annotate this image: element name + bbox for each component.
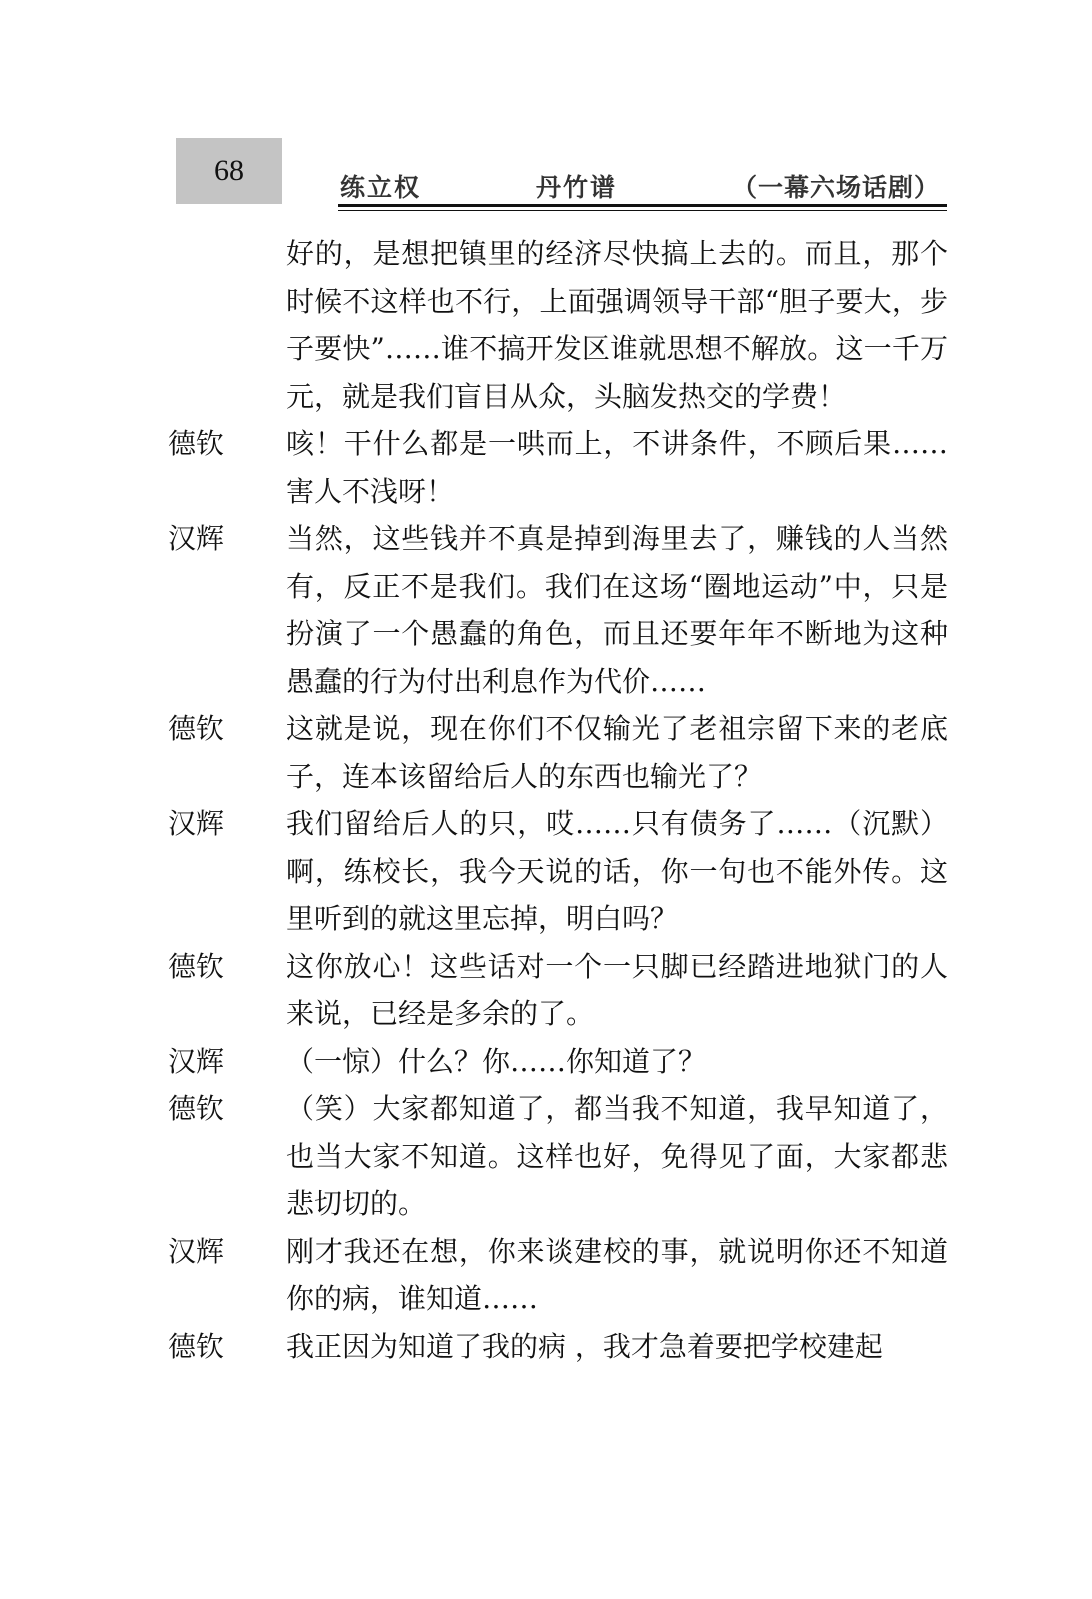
speaker-name: 汉辉 <box>168 1234 225 1268</box>
dialogue-text: （一惊）什么？你……你知道了？ <box>286 1044 707 1078</box>
header-author: 练立权 <box>340 173 422 202</box>
header-title: 丹竹谱 <box>535 173 617 202</box>
speaker-name: 汉辉 <box>168 807 225 840</box>
dialogue-paragraph <box>168 800 948 943</box>
running-header <box>340 168 940 204</box>
header-rule-thick <box>338 204 947 207</box>
dialogue-text: 刚才我还在想，你来谈建校的事，就说明你还不知道你的病，谁知道…… <box>286 1234 948 1315</box>
script-body <box>168 230 948 1370</box>
speaker-name: 德钦 <box>168 1329 225 1363</box>
speaker-name: 德钦 <box>168 949 225 983</box>
dialogue-text: 这就是说，现在你们不仅输光了老祖宗留下来的老底子，连本该留给后人的东西也输光了？ <box>286 712 948 793</box>
dialogue-text: 好的，是想把镇里的经济尽快搞上去的。而且，那个时候不这样也不行，上面强调领导干部“胆子要大，步子要快”……谁不搞开发区谁就思想不解放。这一千万元，就是我们盲目从众，头脑发热交的学费！ <box>286 237 948 413</box>
speaker-name: 德钦 <box>168 427 225 460</box>
dialogue-text: 当然，这些钱并不真是掉到海里去了，赚钱的人当然有，反正不是我们。我们在这场“圈地运动”中，只是扮演了一个愚蠢的角色，而且还要年年不断地为这种愚蠢的行为付出利息作为代价…… <box>286 522 948 698</box>
speaker-name: 德钦 <box>168 712 225 745</box>
header-subtitle: （一幕六场话剧） <box>731 173 940 202</box>
dialogue-text: 这你放心！这些话对一个一只脚已经踏进地狱门的人来说，已经是多余的了。 <box>286 949 948 1030</box>
page-number-box <box>176 138 282 204</box>
dialogue-paragraph <box>168 1323 948 1371</box>
dialogue-paragraph <box>168 943 948 1038</box>
dialogue-paragraph <box>168 230 948 420</box>
dialogue-text: （笑）大家都知道了，都当我不知道，我早知道了，也当大家不知道。这样也好，免得见了面，大家都悲悲切切的。 <box>286 1092 948 1220</box>
page-number: 68 <box>214 154 244 187</box>
dialogue-paragraph <box>168 1228 948 1323</box>
dialogue-paragraph <box>168 1085 948 1228</box>
header-rule-thin <box>338 210 947 211</box>
dialogue-paragraph <box>168 705 948 800</box>
dialogue-text: 我正因为知道了我的病 ，我才急着要把学校建起 <box>286 1329 883 1363</box>
dialogue-paragraph <box>168 515 948 705</box>
speaker-name: 德钦 <box>168 1092 225 1125</box>
speaker-name: 汉辉 <box>168 1044 225 1078</box>
dialogue-paragraph <box>168 420 948 515</box>
dialogue-paragraph <box>168 1038 948 1086</box>
speaker-name: 汉辉 <box>168 522 225 555</box>
dialogue-text: 咳！干什么都是一哄而上，不讲条件，不顾后果……害人不浅呀！ <box>286 427 948 508</box>
dialogue-text: 我们留给后人的只，哎……只有债务了……（沉默）啊，练校长，我今天说的话，你一句也不能外传。这里听到的就这里忘掉，明白吗？ <box>286 807 948 935</box>
speaker-name <box>168 230 286 420</box>
